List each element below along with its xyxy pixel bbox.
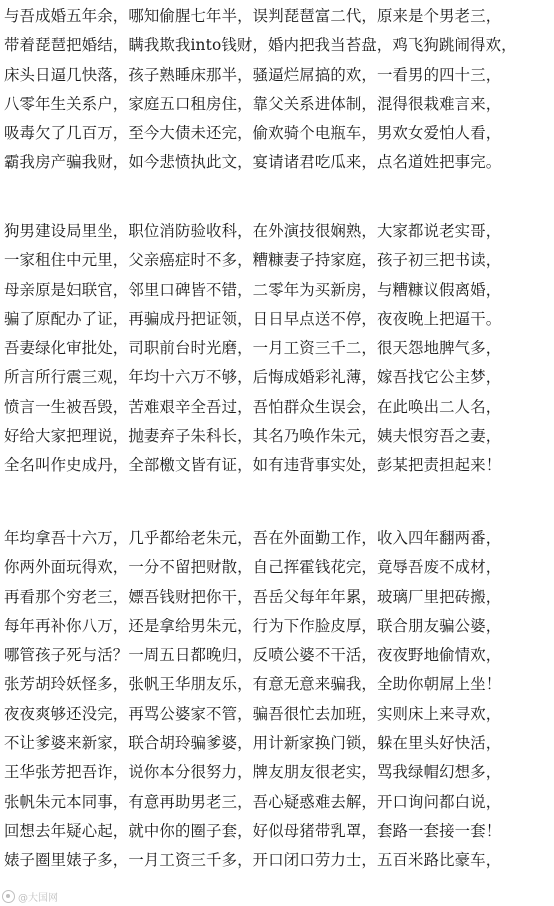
watermark-text: @大国网 — [18, 892, 58, 904]
poem-line: 床头日逼几快落，孩子熟睡床那半，骚逼烂屌搞的欢，一看男的四十三， — [4, 65, 502, 84]
poem-line: 母亲原是妇联官，邻里口碑皆不错，二零年为买新房，与糟糠议假离婚， — [4, 280, 502, 299]
poem-line: 回想去年疑心起，就中你的圈子套，好似母猪带乳罩，套路一套接一套！ — [4, 821, 502, 840]
poem-line: 不让爹婆来新家，联合胡玲骗爹婆，用计新家换门锁，躲在里头好快活， — [4, 734, 502, 753]
poem-line: 好给大家把理说，抛妻弃子朱科长，其名乃唤作朱元，姨夫恨穷吾之妻， — [4, 427, 502, 446]
poem-line: 一家租住中元里，父亲癌症时不多，糟糠妻子持家庭，孩子初三把书读， — [4, 251, 502, 270]
poem-line: 哪管孩子死与活？一周五日都晚归，反喷公婆不干活，夜夜野地偷情欢， — [4, 646, 502, 665]
stanza-1 — [4, 2, 550, 178]
poem-line: 所言所行震三观，年均十六万不够，后悔成婚彩礼薄，嫁吾找它公主梦， — [4, 368, 502, 387]
poem-line: 夜夜爽够还没完，再骂公婆家不管，骗吾很忙去加班，实则床上来寻欢， — [4, 704, 502, 723]
poem-line: 再看那个穷老三，嫖吾钱财把你干，吾岳父每年年累，玻璃厂里把砖搬， — [4, 587, 502, 606]
poem-line: 吾妻绿化审批处，司职前台时光磨，一月工资三千二，很天怨地脾气多， — [4, 339, 502, 358]
stanza-2 — [4, 217, 550, 481]
poem-line: 王华张芳把吾诈，说你本分很努力，牌友朋友很老实，骂我绿帽幻想多， — [4, 763, 502, 782]
poem-line: 吸毒欠了几百万，至今大债未还完，偷欢骑个电瓶车，男欢女爱怕人看， — [4, 124, 502, 143]
poem-line: 每年再补你八万，还是拿给男朱元，行为下作脸皮厚，联合朋友骗公婆， — [4, 616, 502, 635]
poem-line: 年均拿吾十六万，几乎都给老朱元，吾在外面勤工作，收入四年翻两番， — [4, 529, 502, 547]
poem-line: 八零年生关系户，家庭五口租房住，靠父关系进体制，混得很栽难言来， — [4, 94, 502, 113]
watermark — [2, 888, 58, 904]
poem-line: 你两外面玩得欢，一分不留把财散，自己挥霍钱花完，竟辱吾废不成材， — [4, 558, 502, 577]
poem-line: 张芳胡玲妖怪多，张帆王华朋友乐，有意无意来骗我，全助你朝屌上坐！ — [4, 675, 502, 694]
poem-line: 婊子圈里婊子多，一月工资三千多，开口闭口劳力士，五百米路比豪车， — [4, 851, 502, 870]
poem-line: 骗了原配办了证，再骗成丹把证领，日日早点送不停，夜夜晚上把逼干。 — [4, 309, 502, 328]
stanza-3 — [4, 524, 550, 876]
poem-line: 带着琵琶把婚结，瞒我欺我into钱财，婚内把我当苔盘，鸡飞狗跳闹得欢， — [4, 36, 517, 55]
poem-line: 全名叫作史成丹，全部檄文皆有证，如有违背事实处，彭某把责担起来！ — [4, 456, 502, 475]
weibo-logo-icon — [2, 890, 15, 903]
poem-line: 与吾成婚五年余，哪知偷腥七年半，误判琵琶富二代，原来是个男老三， — [4, 7, 502, 25]
poem-line: 霸我房产骗我财，如今悲愤执此文，宴请诸君吃瓜来，点名道姓把事完。 — [4, 153, 502, 172]
poem-line: 愤言一生被吾毁，苦难艰辛全吾过，吾怕群众生误会，在此唤出二人名， — [4, 397, 502, 416]
poem-line: 张帆朱元本同事，有意再助男老三，吾心疑惑难去解，开口询问都白说， — [4, 792, 502, 811]
poem-line: 狗男建设局里坐，职位消防验收科，在外演技很娴熟，大家都说老实哥， — [4, 222, 502, 240]
